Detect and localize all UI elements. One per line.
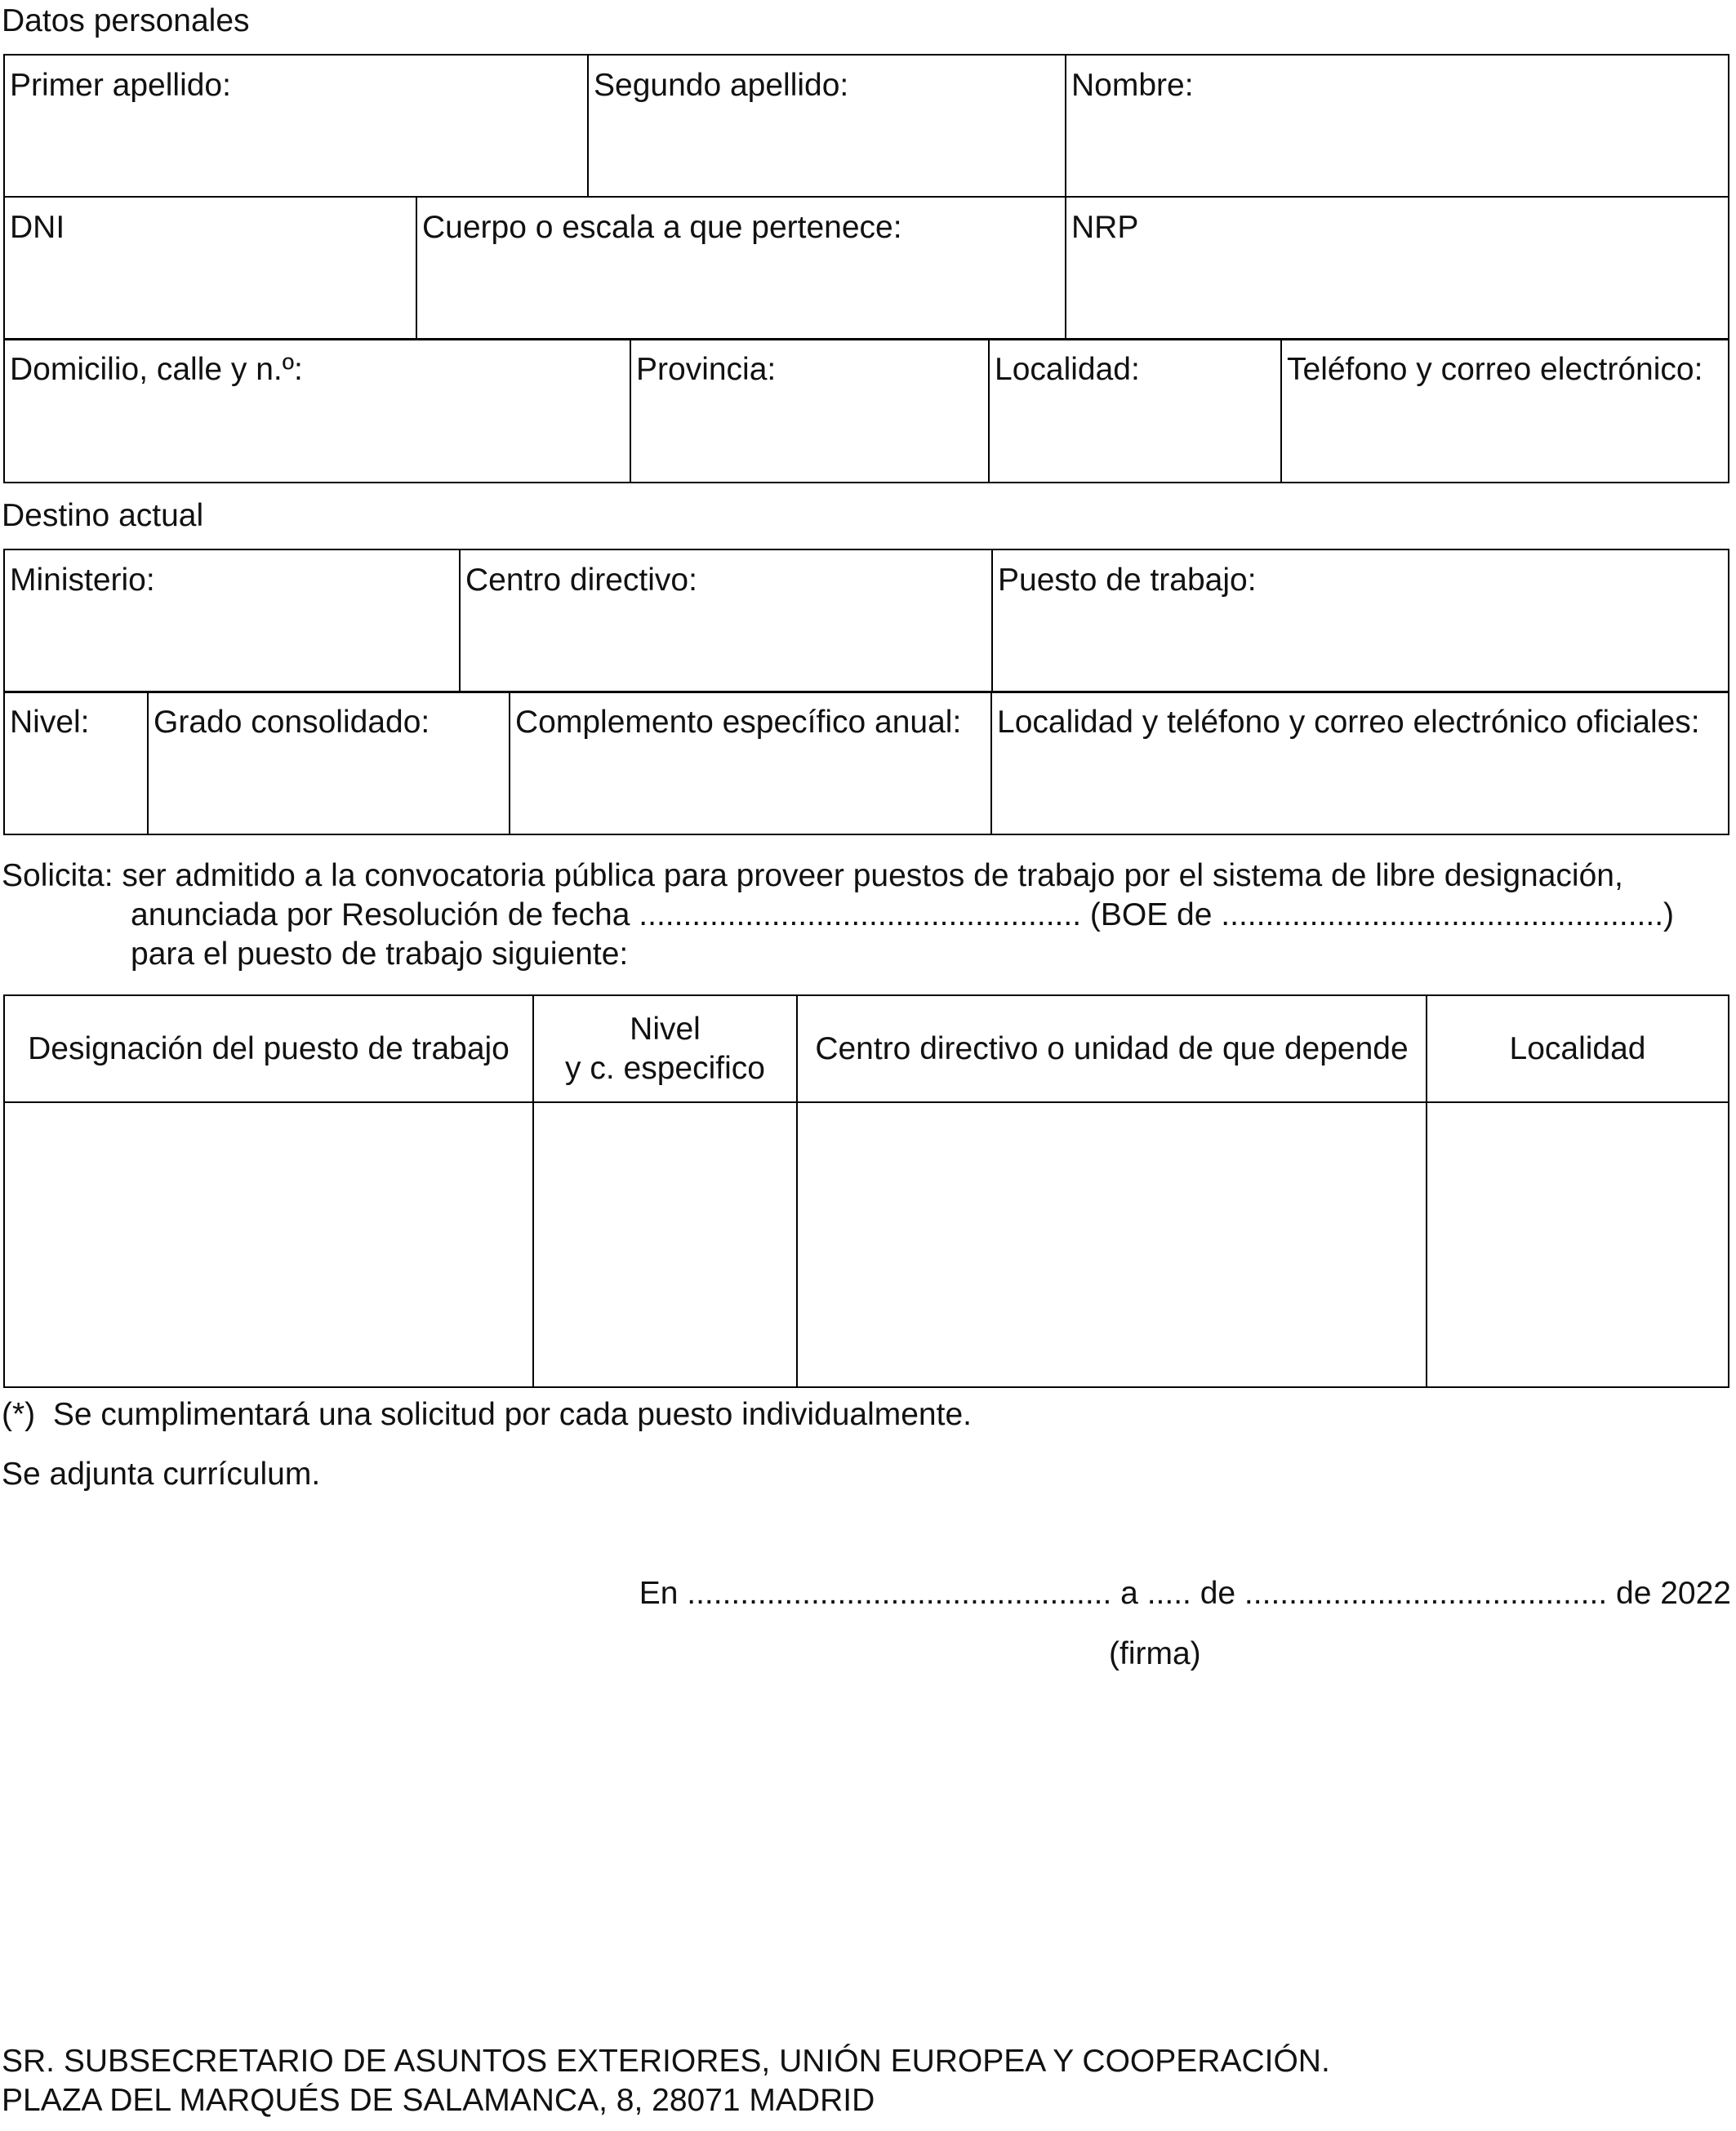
field-segundo-apellido[interactable]: Segundo apellido:: [588, 55, 1066, 197]
footnote: (*) Se cumplimentará una solicitud por cada puesto individualmente.: [2, 1397, 972, 1432]
destino-table-row1: [3, 549, 1729, 693]
field-nombre[interactable]: Nombre:: [1066, 55, 1729, 197]
section-heading-destino: Destino actual: [2, 498, 204, 533]
cell-designacion[interactable]: [4, 1102, 533, 1387]
header-designacion: Designación del puesto de trabajo: [4, 995, 533, 1102]
solicita-line-1: Solicita: ser admitido a la convocatoria pública para proveer puestos de trabajo por el sistema de libre designación,: [2, 858, 1623, 893]
cell-centro-directivo[interactable]: [797, 1102, 1427, 1387]
field-grado-consolidado[interactable]: Grado consolidado:: [148, 692, 510, 834]
addressee-line-2: PLAZA DEL MARQUÉS DE SALAMANCA, 8, 28071 MADRID: [2, 2083, 875, 2118]
field-provincia[interactable]: Provincia:: [630, 339, 989, 483]
section-heading-personal: Datos personales: [2, 3, 250, 38]
date-line: En ................................................ a ..... de ......................................... de 2022: [639, 1576, 1731, 1611]
header-nivel: Nivel y c. especifico: [533, 995, 797, 1102]
solicita-line-3: para el puesto de trabajo siguiente:: [131, 936, 629, 972]
field-ministerio[interactable]: Ministerio:: [4, 549, 460, 692]
solicita-line-2: anunciada por Resolución de fecha .................................................. (BOE de ..................................................): [131, 897, 1675, 932]
field-cuerpo-escala[interactable]: Cuerpo o escala a que pertenece:: [416, 197, 1066, 340]
field-domicilio[interactable]: Domicilio, calle y n.º:: [4, 339, 630, 483]
field-localidad[interactable]: Localidad:: [989, 339, 1281, 483]
field-nrp[interactable]: NRP: [1066, 197, 1729, 340]
personal-data-table-row3: [3, 338, 1729, 483]
personal-data-table: [3, 54, 1729, 198]
addressee-line-1: SR. SUBSECRETARIO DE ASUNTOS EXTERIORES, UNIÓN EUROPEA Y COOPERACIÓN.: [2, 2044, 1330, 2079]
field-dni[interactable]: DNI: [4, 197, 416, 340]
cell-nivel[interactable]: [533, 1102, 797, 1387]
field-puesto-trabajo[interactable]: Puesto de trabajo:: [992, 549, 1729, 692]
field-complemento-especifico[interactable]: Complemento específico anual:: [510, 692, 991, 834]
cell-localidad[interactable]: [1427, 1102, 1729, 1387]
field-localidad-oficiales[interactable]: Localidad y teléfono y correo electrónico oficiales:: [991, 692, 1729, 834]
signature-label: (firma): [1109, 1636, 1201, 1671]
header-localidad: Localidad: [1427, 995, 1729, 1102]
puestos-table: [3, 994, 1729, 1388]
field-primer-apellido[interactable]: Primer apellido:: [4, 55, 588, 197]
field-centro-directivo[interactable]: Centro directivo:: [460, 549, 992, 692]
field-telefono-correo[interactable]: Teléfono y correo electrónico:: [1281, 339, 1729, 483]
header-centro-directivo: Centro directivo o unidad de que depende: [797, 995, 1427, 1102]
field-nivel[interactable]: Nivel:: [4, 692, 148, 834]
curriculum-note: Se adjunta currículum.: [2, 1457, 321, 1492]
destino-table-row2: [3, 691, 1729, 835]
personal-data-table-row2: [3, 196, 1729, 340]
